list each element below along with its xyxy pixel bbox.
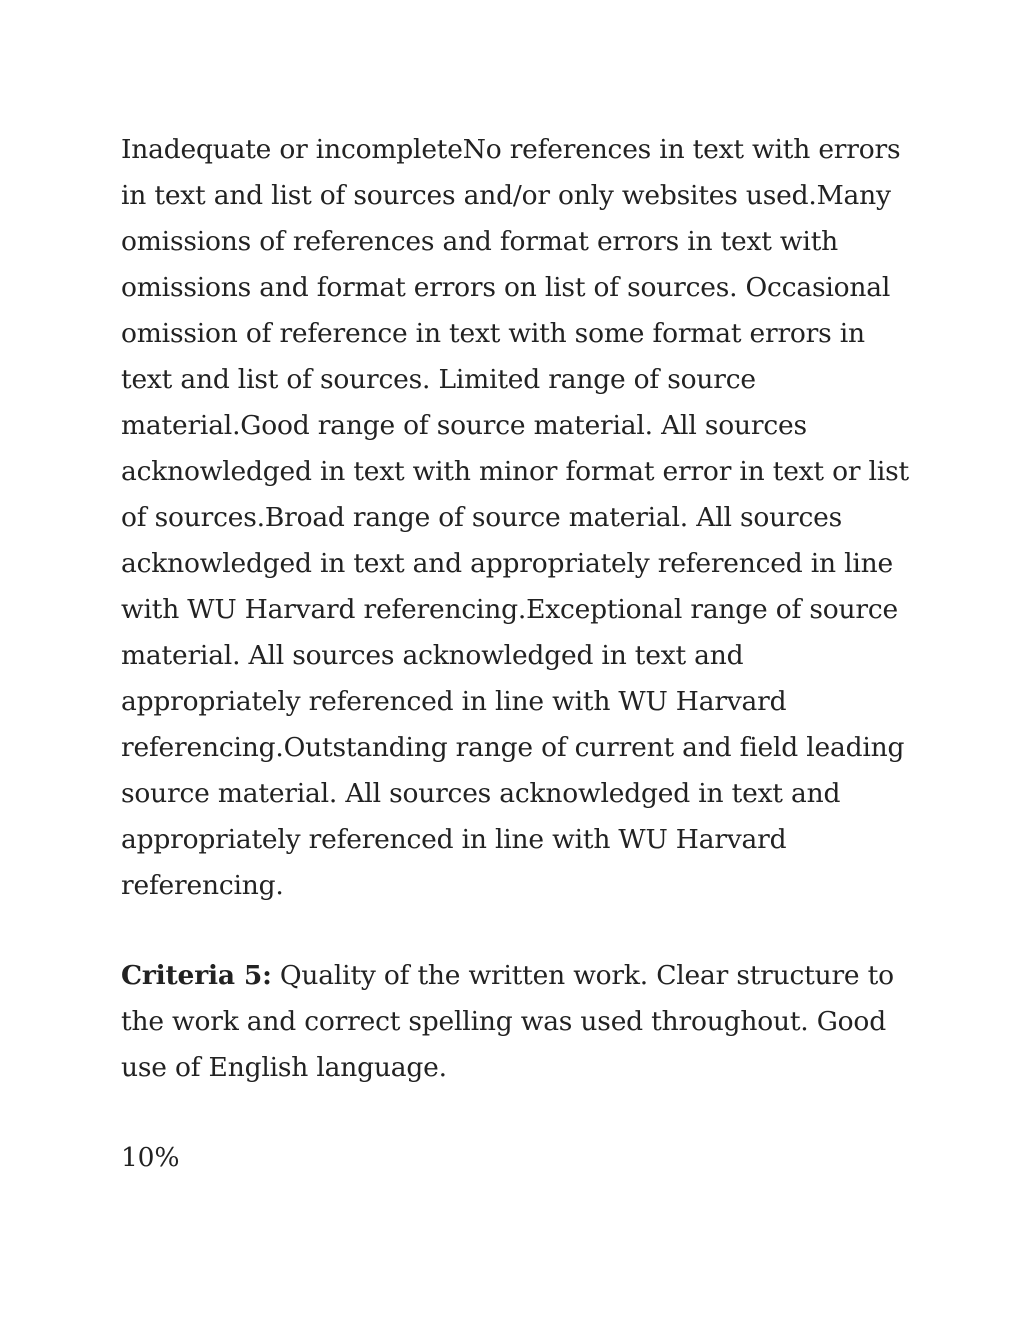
criteria-paragraph <box>121 953 911 1091</box>
document-page <box>121 127 911 1181</box>
criteria-text: Quality of the written work. Clear structure to the work and correct spelling was used throughout. Good use of English language. <box>121 960 894 1083</box>
rubric-paragraph: Inadequate or incompleteNo references in text with errors in text and list of sources and/or only websites used.Many omissions of references and format errors in text with omissions and format errors on list of sources. Occasional omission of reference in text with some format errors in text and list of sources. Limited range of source material.Good range of source material. All sources acknowledged in text with minor format error in text or list of sources.Broad range of source material. All sources acknowledged in text and appropriately referenced in line with WU Harvard referencing.Exceptional range of source material. All sources acknowledged in text and appropriately referenced in line with WU Harvard referencing.Outstanding range of current and field leading source material. All sources acknowledged in text and appropriately referenced in line with WU Harvard referencing. <box>121 134 909 901</box>
criteria-label: Criteria 5: <box>121 960 272 991</box>
criteria-weight: 10% <box>121 1142 180 1173</box>
